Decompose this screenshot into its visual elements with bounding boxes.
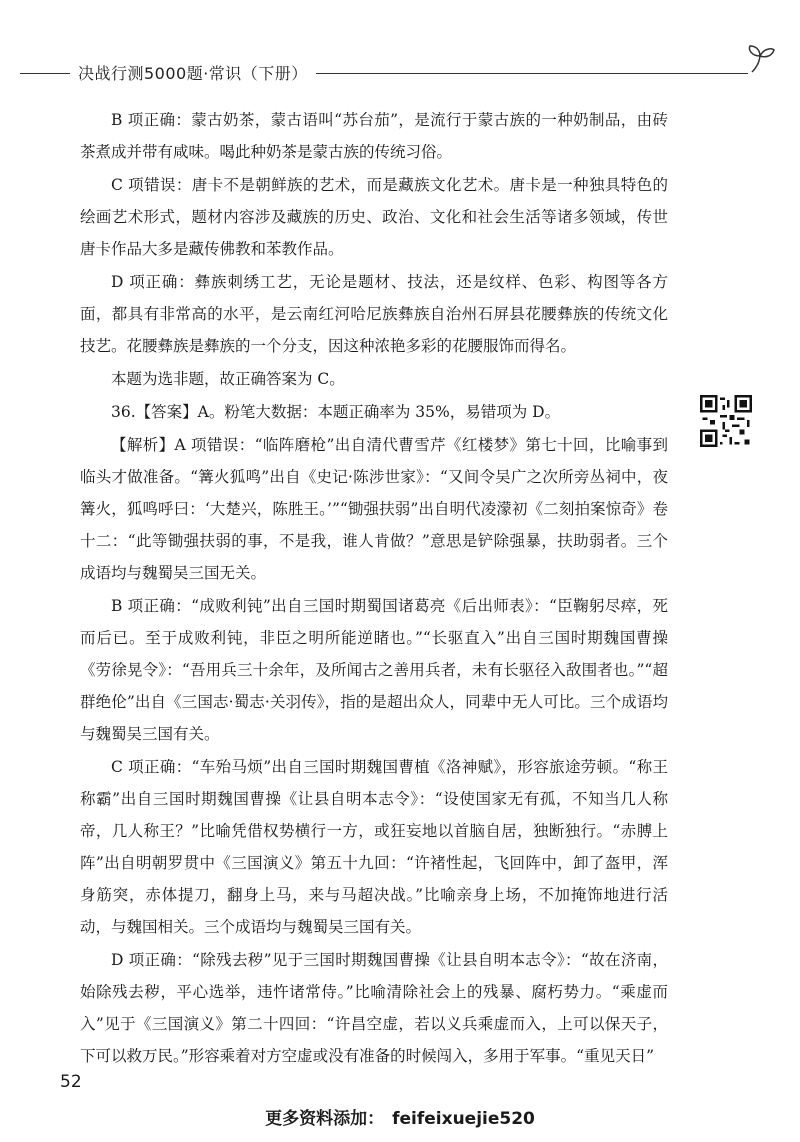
paragraph-conclusion-35: 本题为选非题，故正确答案为 C。 [111, 370, 345, 388]
qr-code-icon[interactable] [700, 395, 752, 447]
paragraph-d-yi-embroidery: D 项正确：彝族刺绣工艺，无论是题材、技法，还是纹样、色彩、构图等各方面，都具有非常高的水平，是云南红河哈尼族彝族自治州石屏县花腰彝族的传统文化技艺。花腰彝族是彝族的一个分支，因这种浓艳多彩的花腰服饰而得名。 [80, 273, 668, 355]
header-rule-left [20, 73, 70, 74]
paragraph-analysis-36-c: C 项正确：“车殆马烦”出自三国时期魏国曹植《洛神赋》，形容旅途劳顿。“称王称霸”出自三国时期魏国曹操《让县自明本志令》：“设使国家无有孤，不知当几人称帝，几人称王？”比喻凭借权势横行一方，或狂妄地以首脑自居，独断独行。“赤膊上阵”出自明朝罗贯中《三国演义》第五十九回：“许褚性起，飞回阵中，卸了盔甲，浑身筋突，赤体提刀，翻身上马，来与马超决战。”比喻亲身上场，不加掩饰地进行活动，与魏国相关。三个成语均与魏蜀吴三国有关。 [80, 758, 668, 936]
answer-explanation-body [80, 104, 668, 1073]
header-rule-right [316, 73, 748, 74]
paragraph-analysis-36-d: D 项正确：“除残去秽”见于三国时期魏国曹操《让县自明本志令》：“故在济南，始除残去秽，平心选举，违忤诸常侍。”比喻清除社会上的残暴、腐朽势力。“乘虚而入”见于《三国演义》第二十四回：“许昌空虚，若以义兵乘虚而入，上可以保天子，下可以救万民。”形容乘着对方空虚或没有准备的时候闯入，多用于军事。“重见天日” [80, 951, 668, 1065]
running-header [20, 58, 780, 88]
paragraph-b-mongolian-tea: B 项正确：蒙古奶茶，蒙古语叫“苏台茄”，是流行于蒙古族的一种奶制品，由砖茶煮成并带有咸味。喝此种奶茶是蒙古族的传统习俗。 [80, 111, 668, 161]
footer-contact [0, 1104, 800, 1129]
footer-label: 更多资料添加： [265, 1109, 385, 1129]
paragraph-analysis-36-b: B 项正确：“成败利钝”出自三国时期蜀国诸葛亮《后出师表》：“臣鞠躬尽瘁，死而后已。至于成败利钝，非臣之明所能逆睹也。”“长驱直入”出自三国时期魏国曹操《劳徐晃令》：“吾用兵三十余年，及所闻古之善用兵者，未有长驱径入敌围者也。”“超群绝伦”出自《三国志·蜀志·关羽传》，指的是超出众人，同辈中无人可比。三个成语均与魏蜀吴三国有关。 [80, 597, 668, 743]
paragraph-analysis-36-a: 【解析】A 项错误：“临阵磨枪”出自清代曹雪芹《红楼梦》第七十回，比喻事到临头才做准备。“篝火狐鸣”出自《史记·陈涉世家》：“又间令吴广之次所旁丛祠中，夜篝火，狐鸣呼曰：‘大楚兴，陈胜王。’”“锄强扶弱”出自明代凌濛初《二刻拍案惊奇》卷十二：“此等锄强扶弱的事，不是我，谁人肯做？”意思是铲除强暴，扶助弱者。三个成语均与魏蜀吴三国无关。 [80, 436, 668, 582]
page-number: 52 [60, 1072, 82, 1092]
paragraph-c-thangka: C 项错误：唐卡不是朝鲜族的艺术，而是藏族文化艺术。唐卡是一种独具特色的绘画艺术形式，题材内容涉及藏族的历史、政治、文化和社会生活等诸多领域，传世唐卡作品大多是藏传佛教和苯教作品。 [80, 176, 668, 258]
footer-contact-id: feifeixuejie520 [392, 1109, 535, 1129]
sprout-leaf-icon [744, 42, 778, 76]
book-title: 决战行测5000题·常识（下册） [78, 64, 308, 83]
paragraph-answer-36: 36.【答案】A。粉笔大数据：本题正确率为 35%，易错项为 D。 [111, 403, 561, 421]
